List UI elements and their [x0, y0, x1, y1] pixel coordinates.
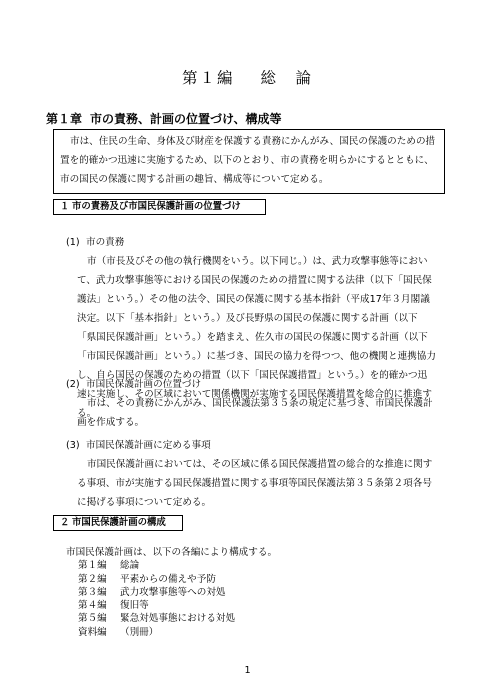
list-item-label: 第４編 — [78, 600, 107, 612]
list-item-label: 第５編 — [78, 613, 107, 625]
subsection-number: (3) — [66, 440, 80, 451]
structure-intro: 市国民保護計画は、以下の各編により構成する。 — [66, 547, 278, 558]
subsection-body: 市国民保護計画においては、その区域に係る国民保護措置の総合的な推進に関する事項、市が実施する国民保護措置に関する事項等国民保護法第３５条第２項各号に掲げる事項について定める。 — [77, 459, 433, 508]
list-item-text: 緊急対処事態における対処 — [120, 613, 236, 625]
section-heading-1 — [53, 199, 266, 215]
subsection-title — [66, 436, 436, 455]
list-item — [78, 599, 277, 612]
section-number: ２ — [60, 517, 70, 528]
list-item-label: 第１編 — [78, 560, 107, 572]
part-number: 第１編 — [181, 69, 235, 87]
subsection-title — [66, 375, 436, 394]
list-item-text: 武力攻撃事態等への対処 — [120, 586, 226, 598]
section-title: 市国民保護計画の構成 — [72, 517, 166, 528]
list-item-label: 第３編 — [78, 586, 107, 598]
list-item — [78, 586, 277, 599]
list-item-label: 第２編 — [78, 573, 107, 585]
subsection-2 — [66, 375, 436, 432]
subsection-3 — [66, 436, 436, 512]
list-item — [78, 626, 277, 639]
subsection-title-text: 市国民保護計画の位置づけ — [86, 379, 202, 390]
structure-list — [66, 559, 277, 639]
list-item-text: 復旧等 — [120, 600, 149, 612]
chapter-title-text: 市の責務、計画の位置づけ、構成等 — [90, 112, 282, 126]
subsection-title — [66, 233, 436, 252]
list-item-text: （別冊） — [120, 626, 159, 638]
section-heading-2 — [53, 515, 183, 531]
subsection-body: 市（市長及びその他の執行機関をいう。以下同じ。）は、武力攻撃事態等において、武力攻撃事態等における国民の保護のための措置に関する法律（以下「国民保護法」という。）その他の法令、国民の保護に関する基本指針（平成17年３月閣議決定。以下「基本指針」という。）及び長野県の国民の保護に関する計画（以下「県国民保護計画」という。）を踏まえ、佐久市の国民の保護に関する計画（以下「市国民保護計画」という。）に基づき、国民の協力を得つつ、他の機関と連携協力し、自ら国民の保護のための措置（以下「国民保護措置」という。）を的確かつ迅速に実施し、その区域において関係機関が実施する国民保護措置を総合的に推進する。 — [77, 256, 436, 419]
intro-box — [53, 129, 445, 194]
list-item — [78, 573, 277, 586]
chapter-title — [46, 110, 282, 127]
subsection-title-text: 市の責務 — [86, 237, 125, 248]
list-item-label: 資料編 — [78, 626, 107, 638]
chapter-number: 第１章 — [46, 112, 83, 126]
intro-text: 市は、住民の生命、身体及び財産を保護する責務にかんがみ、国民の保護のための措置を的確かつ迅速に実施するため、以下のとおり、市の責務を明らかにするとともに、市の国民の保護に関する計画の趣旨、構成等について定める。 — [60, 136, 436, 185]
list-item-text: 平素からの備えや予防 — [120, 573, 216, 585]
subsection-title-text: 市国民保護計画に定める事項 — [86, 440, 211, 451]
section-title: 市の責務及び市国民保護計画の位置づけ — [72, 201, 241, 212]
subsection-number: (2) — [66, 379, 80, 390]
list-item-text: 総論 — [120, 560, 140, 572]
part-title — [0, 66, 495, 88]
section-number: １ — [60, 201, 70, 212]
list-item — [78, 612, 277, 625]
list-item — [78, 559, 277, 572]
plan-structure — [66, 546, 277, 639]
subsection-number: (1) — [66, 237, 80, 248]
page-number: 1 — [244, 665, 251, 676]
part-name: 総 論 — [260, 69, 314, 87]
subsection-body: 市は、その責務にかんがみ、国民保護法第３５条の規定に基づき、市国民保護計画を作成する。 — [77, 398, 433, 428]
